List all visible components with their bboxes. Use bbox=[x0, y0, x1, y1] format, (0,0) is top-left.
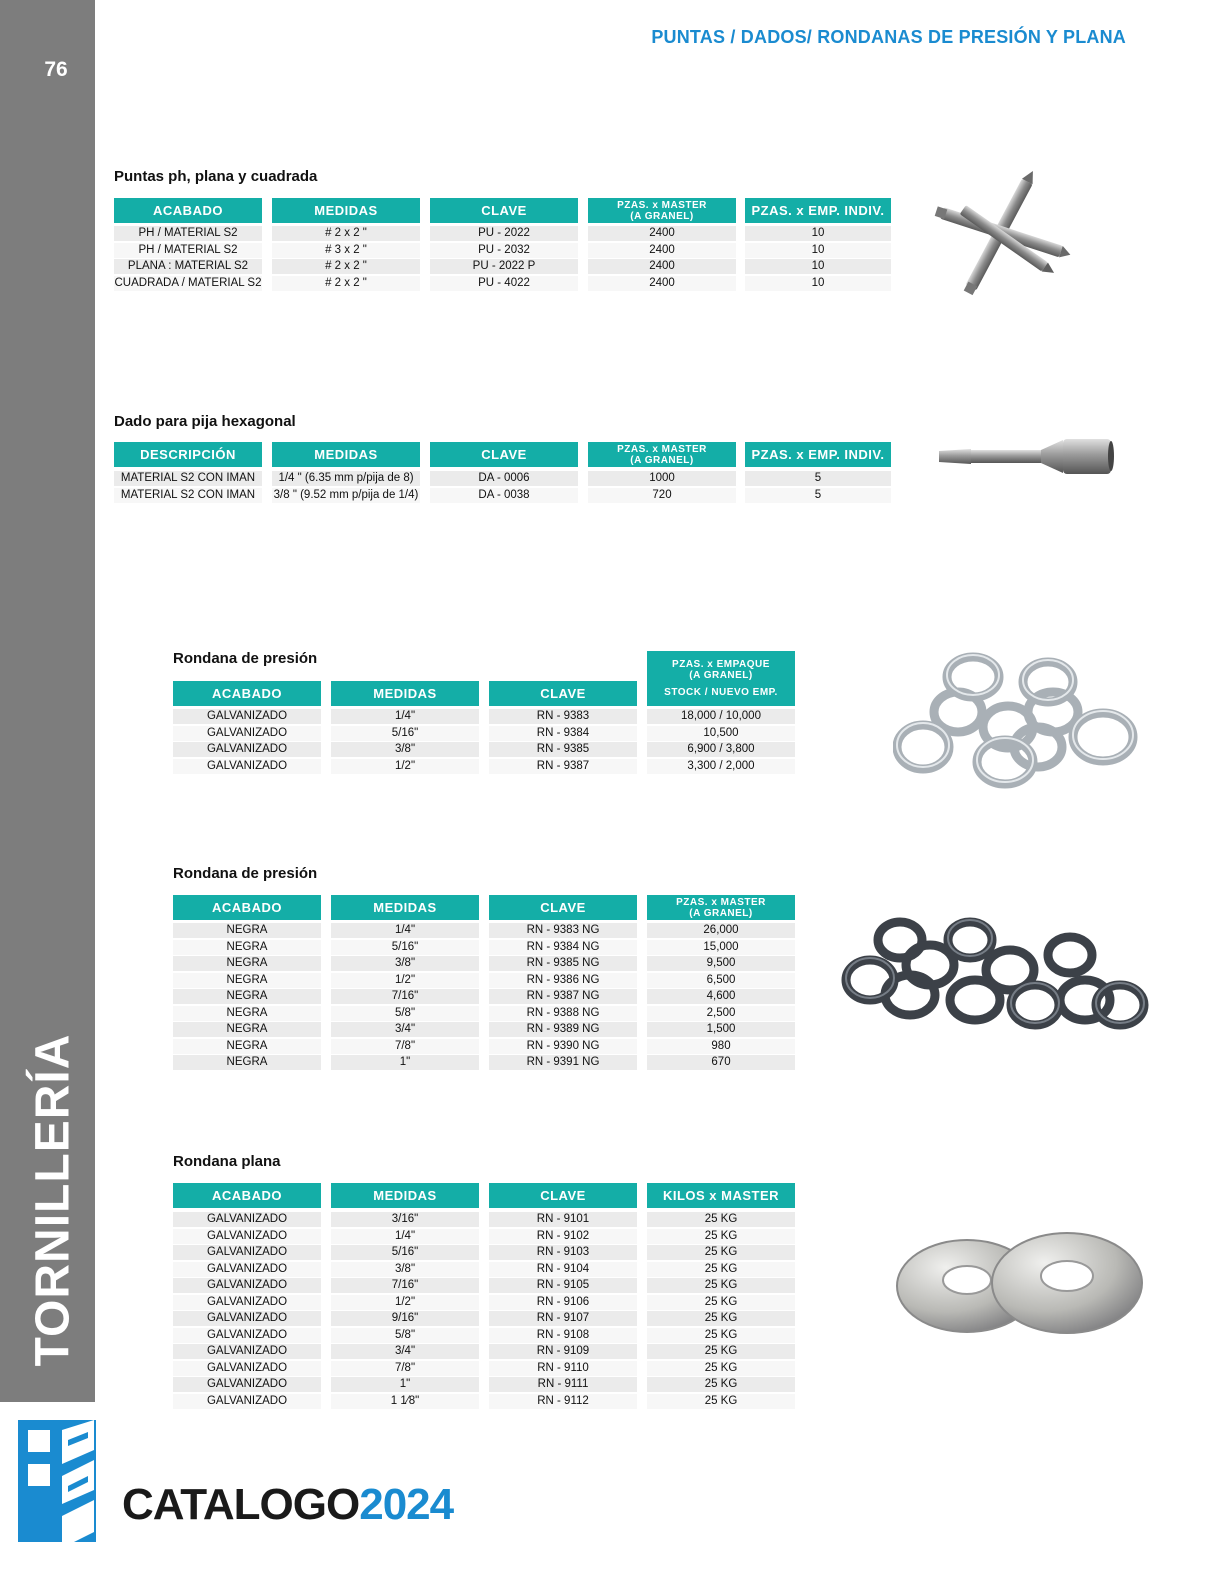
lock-washer-icon bbox=[893, 652, 1148, 792]
table-cell: 3/16" bbox=[331, 1212, 479, 1227]
table-cell: RN - 9388 NG bbox=[489, 1006, 637, 1021]
table-cell: 25 KG bbox=[647, 1344, 795, 1359]
catalog-word: CATALOGO bbox=[122, 1480, 360, 1529]
table-cell: RN - 9107 bbox=[489, 1311, 637, 1326]
table-cell: RN - 9385 bbox=[489, 742, 637, 757]
flat-washer-icon bbox=[895, 1228, 1145, 1338]
table-cell: GALVANIZADO bbox=[173, 1394, 321, 1409]
table-cell: 1/4" bbox=[331, 923, 479, 938]
table-cell: RN - 9385 NG bbox=[489, 956, 637, 971]
table-cell: PU - 2022 bbox=[430, 226, 578, 241]
section-title-rondana-presion-negra: Rondana de presión bbox=[173, 865, 318, 882]
table-cell: 720 bbox=[588, 488, 736, 503]
table-cell: 7/16" bbox=[331, 989, 479, 1004]
page-number: 76 bbox=[44, 58, 68, 81]
table-cell: 5/16" bbox=[331, 726, 479, 741]
table-cell: 25 KG bbox=[647, 1361, 795, 1376]
table-cell: 1 1⁄8" bbox=[331, 1394, 479, 1409]
table-cell: PU - 2032 bbox=[430, 243, 578, 258]
table-cell: 15,000 bbox=[647, 940, 795, 955]
table-cell: RN - 9387 NG bbox=[489, 989, 637, 1004]
table-header-cell: PZAS. x EMP. INDIV. bbox=[745, 442, 891, 467]
table-cell: GALVANIZADO bbox=[173, 1295, 321, 1310]
nut-setter-icon bbox=[935, 434, 1115, 479]
table-cell: 3/8" bbox=[331, 1262, 479, 1277]
table-cell: RN - 9110 bbox=[489, 1361, 637, 1376]
table-cell: 2,500 bbox=[647, 1006, 795, 1021]
table-cell: 1/2" bbox=[331, 1295, 479, 1310]
screwdriver-bits-icon bbox=[930, 170, 1075, 300]
table-header-cell: CLAVE bbox=[430, 442, 578, 467]
table-cell: 1" bbox=[331, 1377, 479, 1392]
table-cell: DA - 0006 bbox=[430, 471, 578, 486]
table-cell: NEGRA bbox=[173, 1006, 321, 1021]
table-cell: RN - 9103 bbox=[489, 1245, 637, 1260]
table-cell: GALVANIZADO bbox=[173, 709, 321, 724]
table-cell: RN - 9112 bbox=[489, 1394, 637, 1409]
table-cell: 5 bbox=[745, 471, 891, 486]
table-cell: 4,600 bbox=[647, 989, 795, 1004]
table-cell: 2400 bbox=[588, 259, 736, 274]
table-cell: 25 KG bbox=[647, 1328, 795, 1343]
lock-washer-icon bbox=[840, 910, 1150, 1040]
table-cell: RN - 9383 NG bbox=[489, 923, 637, 938]
table-header-cell: MEDIDAS bbox=[272, 442, 420, 467]
table-cell: RN - 9384 bbox=[489, 726, 637, 741]
table-cell: 670 bbox=[647, 1055, 795, 1070]
section-title-dado: Dado para pija hexagonal bbox=[114, 413, 296, 430]
table-cell: 10 bbox=[745, 243, 891, 258]
table-cell: 6,500 bbox=[647, 973, 795, 988]
table-cell: 1/4" bbox=[331, 709, 479, 724]
table-cell: 5/8" bbox=[331, 1006, 479, 1021]
table-header-cell: ACABADO bbox=[173, 681, 321, 706]
catalog-year: 2024 bbox=[359, 1480, 454, 1529]
table-cell: PLANA : MATERIAL S2 bbox=[114, 259, 262, 274]
table-header-cell: KILOS x MASTER bbox=[647, 1183, 795, 1208]
table-cell: 25 KG bbox=[647, 1212, 795, 1227]
table-cell: 1000 bbox=[588, 471, 736, 486]
table-cell: 980 bbox=[647, 1039, 795, 1054]
table-header-cell: MEDIDAS bbox=[331, 681, 479, 706]
table-cell: 3,300 / 2,000 bbox=[647, 759, 795, 774]
table-cell: 2400 bbox=[588, 243, 736, 258]
table-cell: RN - 9391 NG bbox=[489, 1055, 637, 1070]
table-cell: 3/4" bbox=[331, 1344, 479, 1359]
table-header-cell: ACABADO bbox=[173, 895, 321, 920]
catalog-wordmark bbox=[122, 1480, 453, 1530]
table-cell: 3/8" bbox=[331, 742, 479, 757]
table-cell: RN - 9102 bbox=[489, 1229, 637, 1244]
table-cell: NEGRA bbox=[173, 1055, 321, 1070]
table-cell: 18,000 / 10,000 bbox=[647, 709, 795, 724]
table-cell: 10 bbox=[745, 226, 891, 241]
table-cell: 3/8 " (9.52 mm p/pija de 1/4) bbox=[273, 488, 419, 501]
table-cell: RN - 9104 bbox=[489, 1262, 637, 1277]
table-header-cell: MEDIDAS bbox=[331, 1183, 479, 1208]
table-cell: RN - 9106 bbox=[489, 1295, 637, 1310]
table-cell: 1/2" bbox=[331, 973, 479, 988]
table-header-cell: PZAS. x EMP. INDIV. bbox=[745, 198, 891, 223]
table-cell: NEGRA bbox=[173, 989, 321, 1004]
table-header-cell: MEDIDAS bbox=[272, 198, 420, 223]
table-header-cell: ACABADO bbox=[114, 198, 262, 223]
table-cell: 25 KG bbox=[647, 1278, 795, 1293]
table-header-cell: CLAVE bbox=[489, 1183, 637, 1208]
table-cell: NEGRA bbox=[173, 956, 321, 971]
table-cell: 25 KG bbox=[647, 1262, 795, 1277]
table-cell: 7/8" bbox=[331, 1039, 479, 1054]
table-cell: GALVANIZADO bbox=[173, 1328, 321, 1343]
table-cell: # 2 x 2 " bbox=[272, 259, 420, 274]
table-cell: 3/8" bbox=[331, 956, 479, 971]
table-cell: MATERIAL S2 CON IMAN bbox=[114, 471, 262, 486]
table-cell: CUADRADA / MATERIAL S2 bbox=[114, 276, 262, 289]
table-cell: MATERIAL S2 CON IMAN bbox=[114, 488, 262, 503]
table-cell: GALVANIZADO bbox=[173, 1229, 321, 1244]
company-logo-icon bbox=[18, 1420, 96, 1542]
table-header-cell: CLAVE bbox=[489, 895, 637, 920]
table-cell: NEGRA bbox=[173, 940, 321, 955]
table-cell: 10 bbox=[745, 259, 891, 274]
table-cell: NEGRA bbox=[173, 1022, 321, 1037]
table-cell: GALVANIZADO bbox=[173, 759, 321, 774]
table-cell: 9,500 bbox=[647, 956, 795, 971]
table-cell: RN - 9384 NG bbox=[489, 940, 637, 955]
table-cell: NEGRA bbox=[173, 973, 321, 988]
table-cell: 6,900 / 3,800 bbox=[647, 742, 795, 757]
table-cell: RN - 9390 NG bbox=[489, 1039, 637, 1054]
table-cell: 25 KG bbox=[647, 1295, 795, 1310]
table-cell: GALVANIZADO bbox=[173, 1245, 321, 1260]
table-cell: GALVANIZADO bbox=[173, 1212, 321, 1227]
table-cell: PU - 4022 bbox=[430, 276, 578, 291]
table-cell: PH / MATERIAL S2 bbox=[114, 226, 262, 241]
table-cell: RN - 9108 bbox=[489, 1328, 637, 1343]
table-cell: 5/16" bbox=[331, 940, 479, 955]
table-cell: 5 bbox=[745, 488, 891, 503]
table-cell: 25 KG bbox=[647, 1311, 795, 1326]
table-header-cell: CLAVE bbox=[430, 198, 578, 223]
page-header-title: PUNTAS / DADOS/ RONDANAS DE PRESIÓN Y PLANA bbox=[651, 27, 1126, 47]
table-header-cell: MEDIDAS bbox=[331, 895, 479, 920]
section-title-rondana-plana: Rondana plana bbox=[173, 1153, 281, 1170]
table-header-cell: PZAS. x MASTER (A GRANEL) bbox=[588, 198, 736, 223]
table-cell: 7/16" bbox=[331, 1278, 479, 1293]
table-header-cell: PZAS. x MASTER (A GRANEL) bbox=[588, 442, 736, 467]
table-header-cell: PZAS. x MASTER (A GRANEL) bbox=[647, 895, 795, 920]
table-cell: RN - 9105 bbox=[489, 1278, 637, 1293]
table-cell: GALVANIZADO bbox=[173, 1377, 321, 1392]
table-cell: 7/8" bbox=[331, 1361, 479, 1376]
table-cell: GALVANIZADO bbox=[173, 742, 321, 757]
table-cell: GALVANIZADO bbox=[173, 1361, 321, 1376]
table-header-cell: ACABADO bbox=[173, 1183, 321, 1208]
table-header-cell: CLAVE bbox=[489, 681, 637, 706]
table-cell: NEGRA bbox=[173, 1039, 321, 1054]
side-label: TORNILLERÍA bbox=[26, 1033, 80, 1367]
table-cell: GALVANIZADO bbox=[173, 726, 321, 741]
table-cell: RN - 9109 bbox=[489, 1344, 637, 1359]
table-cell: 26,000 bbox=[647, 923, 795, 938]
table-cell: PH / MATERIAL S2 bbox=[114, 243, 262, 258]
table-cell: GALVANIZADO bbox=[173, 1278, 321, 1293]
table-cell: GALVANIZADO bbox=[173, 1262, 321, 1277]
section-title-puntas: Puntas ph, plana y cuadrada bbox=[114, 168, 318, 185]
table-cell: PU - 2022 P bbox=[430, 259, 578, 274]
table-header-cell: DESCRIPCIÓN bbox=[114, 442, 262, 467]
table-cell: 1" bbox=[331, 1055, 479, 1070]
table-cell: 25 KG bbox=[647, 1377, 795, 1392]
table-cell: 1/4" bbox=[331, 1229, 479, 1244]
table-cell: RN - 9383 bbox=[489, 709, 637, 724]
table-cell: 10,500 bbox=[647, 726, 795, 741]
table-cell: RN - 9387 bbox=[489, 759, 637, 774]
table-cell: 2400 bbox=[588, 276, 736, 291]
table-cell: NEGRA bbox=[173, 923, 321, 938]
table-cell: 10 bbox=[745, 276, 891, 291]
table-cell: # 3 x 2 " bbox=[272, 243, 420, 258]
table-header-cell: PZAS. x EMPAQUE (A GRANEL) STOCK / NUEVO EMP. bbox=[647, 651, 795, 706]
table-cell: GALVANIZADO bbox=[173, 1311, 321, 1326]
table-cell: 5/8" bbox=[331, 1328, 479, 1343]
table-cell: 2400 bbox=[588, 226, 736, 241]
table-cell: RN - 9101 bbox=[489, 1212, 637, 1227]
table-cell: 9/16" bbox=[331, 1311, 479, 1326]
table-cell: RN - 9386 NG bbox=[489, 973, 637, 988]
table-cell: DA - 0038 bbox=[430, 488, 578, 503]
table-cell: 1/2" bbox=[331, 759, 479, 774]
table-cell: RN - 9111 bbox=[489, 1377, 637, 1392]
table-cell: 25 KG bbox=[647, 1245, 795, 1260]
table-cell: 1,500 bbox=[647, 1022, 795, 1037]
table-cell: RN - 9389 NG bbox=[489, 1022, 637, 1037]
section-title-rondana-presion-galv: Rondana de presión bbox=[173, 650, 318, 667]
table-cell: 25 KG bbox=[647, 1394, 795, 1409]
table-cell: 3/4" bbox=[331, 1022, 479, 1037]
table-cell: GALVANIZADO bbox=[173, 1344, 321, 1359]
table-cell: 25 KG bbox=[647, 1229, 795, 1244]
table-cell: 1/4 " (6.35 mm p/pija de 8) bbox=[272, 471, 420, 486]
table-cell: 5/16" bbox=[331, 1245, 479, 1260]
table-cell: # 2 x 2 " bbox=[272, 276, 420, 291]
table-cell: # 2 x 2 " bbox=[272, 226, 420, 241]
